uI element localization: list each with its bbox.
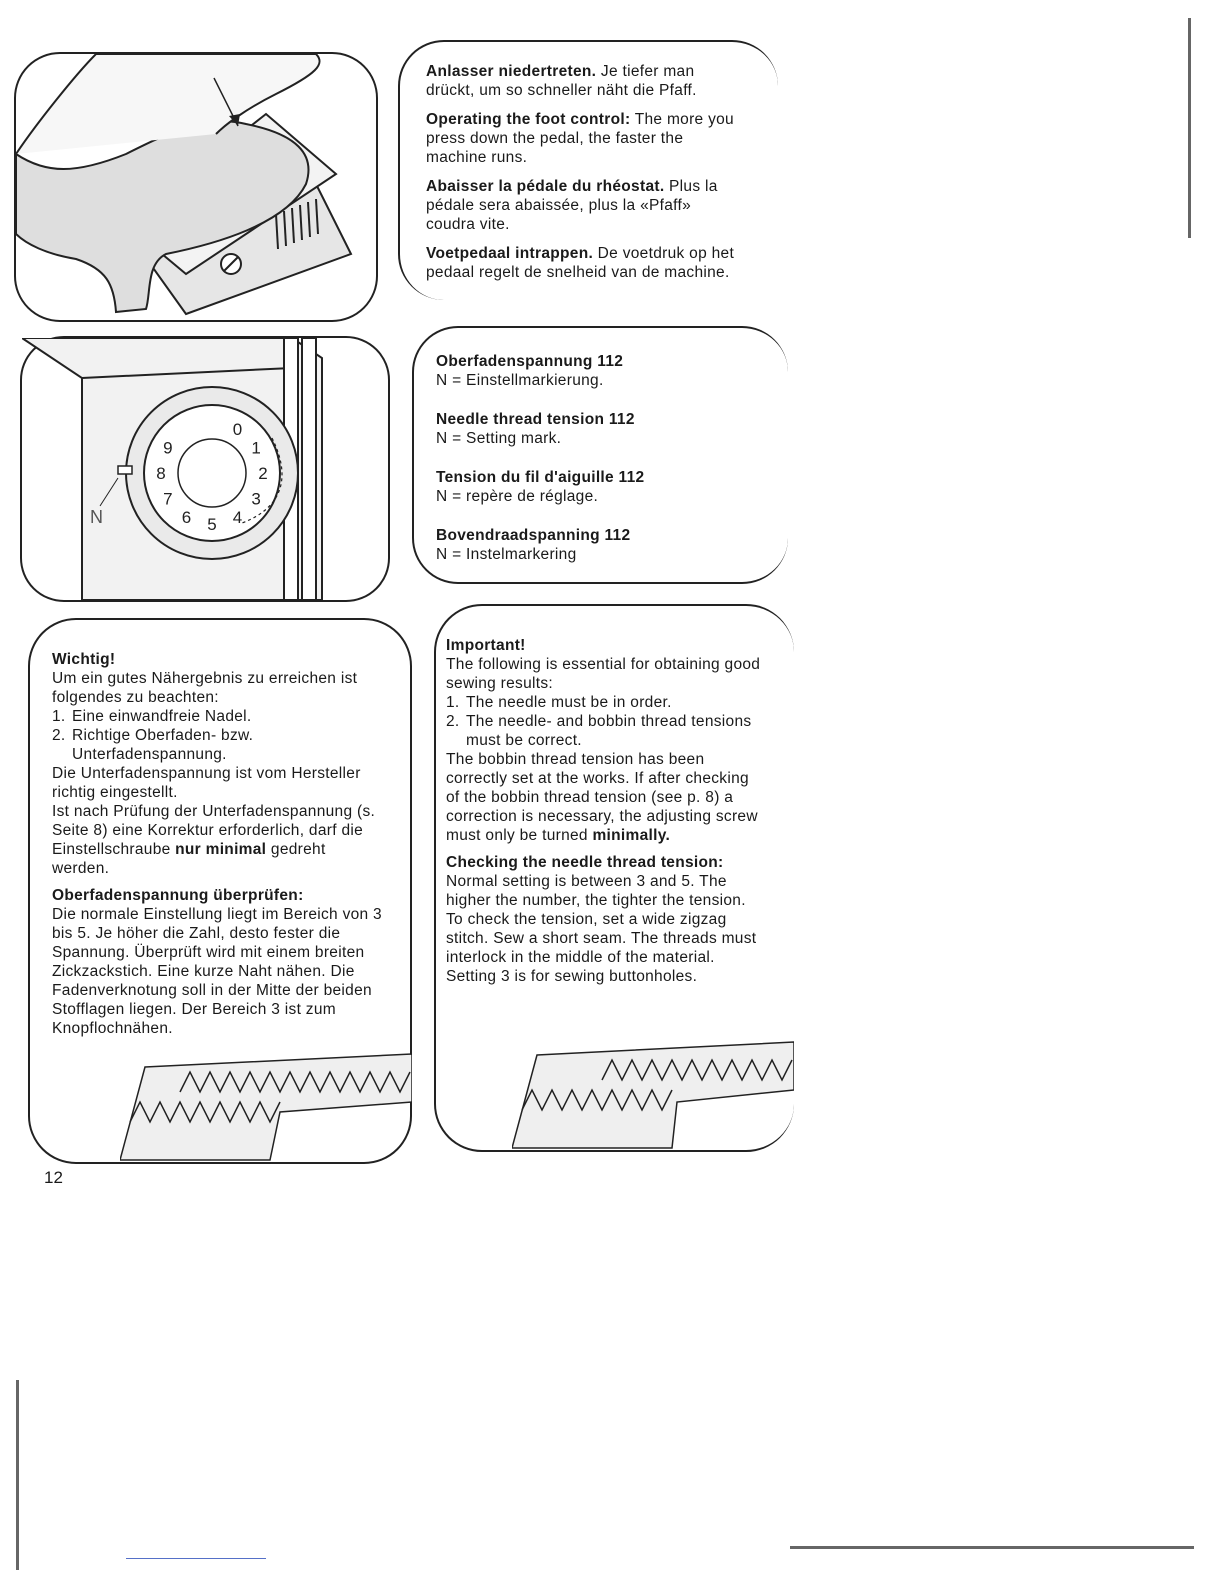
foot-control-nl-text: De voetdruk op het pedaal regelt de snelheid van de machine. [426, 245, 735, 281]
important-list [446, 693, 766, 750]
dial-number: 9 [163, 438, 173, 458]
important-sub-text: Normal setting is between 3 and 5. The higher the number, the tighter the tension. To check the tension, set a wide zigzag stitch. Sew a short seam. The threads must interlock in the middle of the material. Setting 3 is for sewing buttonholes. [446, 873, 757, 985]
tension-dial-illustration [22, 338, 388, 600]
wichtig-p2b: nur minimal [175, 841, 267, 858]
tension-dial-illustration-panel [20, 336, 390, 602]
wichtig-list [52, 707, 382, 764]
scan-line-blue [126, 1558, 266, 1559]
wichtig-p2c: gedreht werden. [52, 841, 326, 877]
zigzag-illustration-de [120, 1052, 412, 1162]
dial-number: 8 [156, 464, 166, 483]
tension-nl-text: N = Instelmarkering [436, 546, 577, 563]
foot-pedal-illustration-panel [14, 52, 378, 322]
zigzag-illustration-en [512, 1040, 794, 1150]
wichtig-intro: Um ein gutes Nähergebnis zu erreichen ist folgendes zu beachten: [52, 670, 358, 706]
wichtig-sub-title: Oberfadenspannung überprüfen: [52, 887, 304, 904]
wichtig-p1: Die Unterfadenspannung ist vom Hersteller richtig eingestellt. [52, 765, 361, 801]
scan-edge-left [16, 1380, 19, 1570]
wichtig-p2a: Ist nach Prüfung der Unterfadenspannung (s. Seite 8) eine Korrektur erforderlich, darf die Einstellschraube [52, 803, 376, 858]
tension-de-text: N = Einstellmarkierung. [436, 372, 604, 389]
page-number: 12 [44, 1168, 63, 1187]
wichtig-sub-text: Die normale Einstellung liegt im Bereich von 3 bis 5. Je höher die Zahl, desto fester die Spannung. Überprüft wird mit einem breiten Zickzackstich. Eine kurze Naht nähen. Die Fadenverknotung soll in der Mitte der beiden Stofflagen liegen. Der Bereich 3 ist zum Knopflochnähen. [52, 906, 382, 1037]
foot-control-de-title: Anlasser niedertreten. [426, 63, 597, 80]
important-text [446, 636, 766, 986]
list-item: 2. Richtige Oberfaden- bzw. Unterfadenspannung. [52, 727, 254, 763]
scan-edge-bottom [790, 1546, 1194, 1549]
foot-pedal-illustration [16, 54, 376, 320]
foot-control-en-text: The more you press down the pedal, the faster the machine runs. [426, 111, 734, 166]
dial-number: 2 [258, 464, 268, 483]
list-item: 1. The needle must be in order. [446, 694, 672, 711]
tension-nl-title: Bovendraadspanning 112 [436, 527, 631, 544]
foot-control-text [426, 62, 736, 292]
list-item: 1. Eine einwandfreie Nadel. [52, 708, 252, 725]
wichtig-title: Wichtig! [52, 651, 116, 668]
dial-number: 1 [251, 438, 261, 458]
dial-number: 5 [207, 515, 217, 534]
foot-control-fr-title: Abaisser la pédale du rhéostat. [426, 178, 665, 195]
dial-number: 3 [251, 489, 261, 509]
tension-text [436, 352, 756, 584]
foot-control-en-title: Operating the foot control: [426, 111, 631, 128]
list-item: 2. The needle- and bobbin thread tensions must be correct. [446, 713, 752, 749]
tension-en-text: N = Setting mark. [436, 430, 562, 447]
dial-mark-label: N [90, 507, 103, 527]
important-p1b: minimally. [592, 827, 671, 844]
important-intro: The following is essential for obtaining good sewing results: [446, 656, 761, 692]
tension-de-title: Oberfadenspannung 112 [436, 353, 624, 370]
dial-number: 6 [181, 508, 192, 528]
foot-control-de-text: Je tiefer man drückt, um so schneller näht die Pfaff. [426, 63, 697, 99]
dial-number: 0 [232, 419, 243, 439]
dial-number: 7 [163, 489, 173, 509]
important-title: Important! [446, 637, 526, 654]
tension-fr-text: N = repère de réglage. [436, 488, 599, 505]
tension-fr-title: Tension du fil d'aiguille 112 [436, 469, 645, 486]
scan-edge-right [1188, 18, 1191, 238]
important-p1a: The bobbin thread tension has been correctly set at the works. If after checking of the bobbin thread tension (see p. 8) a correction is necessary, the adjusting screw must only be turned [446, 751, 758, 844]
tension-en-title: Needle thread tension 112 [436, 411, 635, 428]
foot-control-fr-text: Plus la pédale sera abaissée, plus la «Pfaff» coudra vite. [426, 178, 718, 233]
important-sub-title: Checking the needle thread tension: [446, 854, 724, 871]
foot-control-nl-title: Voetpedaal intrappen. [426, 245, 594, 262]
wichtig-text [52, 650, 382, 1038]
dial-number: 4 [232, 508, 243, 528]
